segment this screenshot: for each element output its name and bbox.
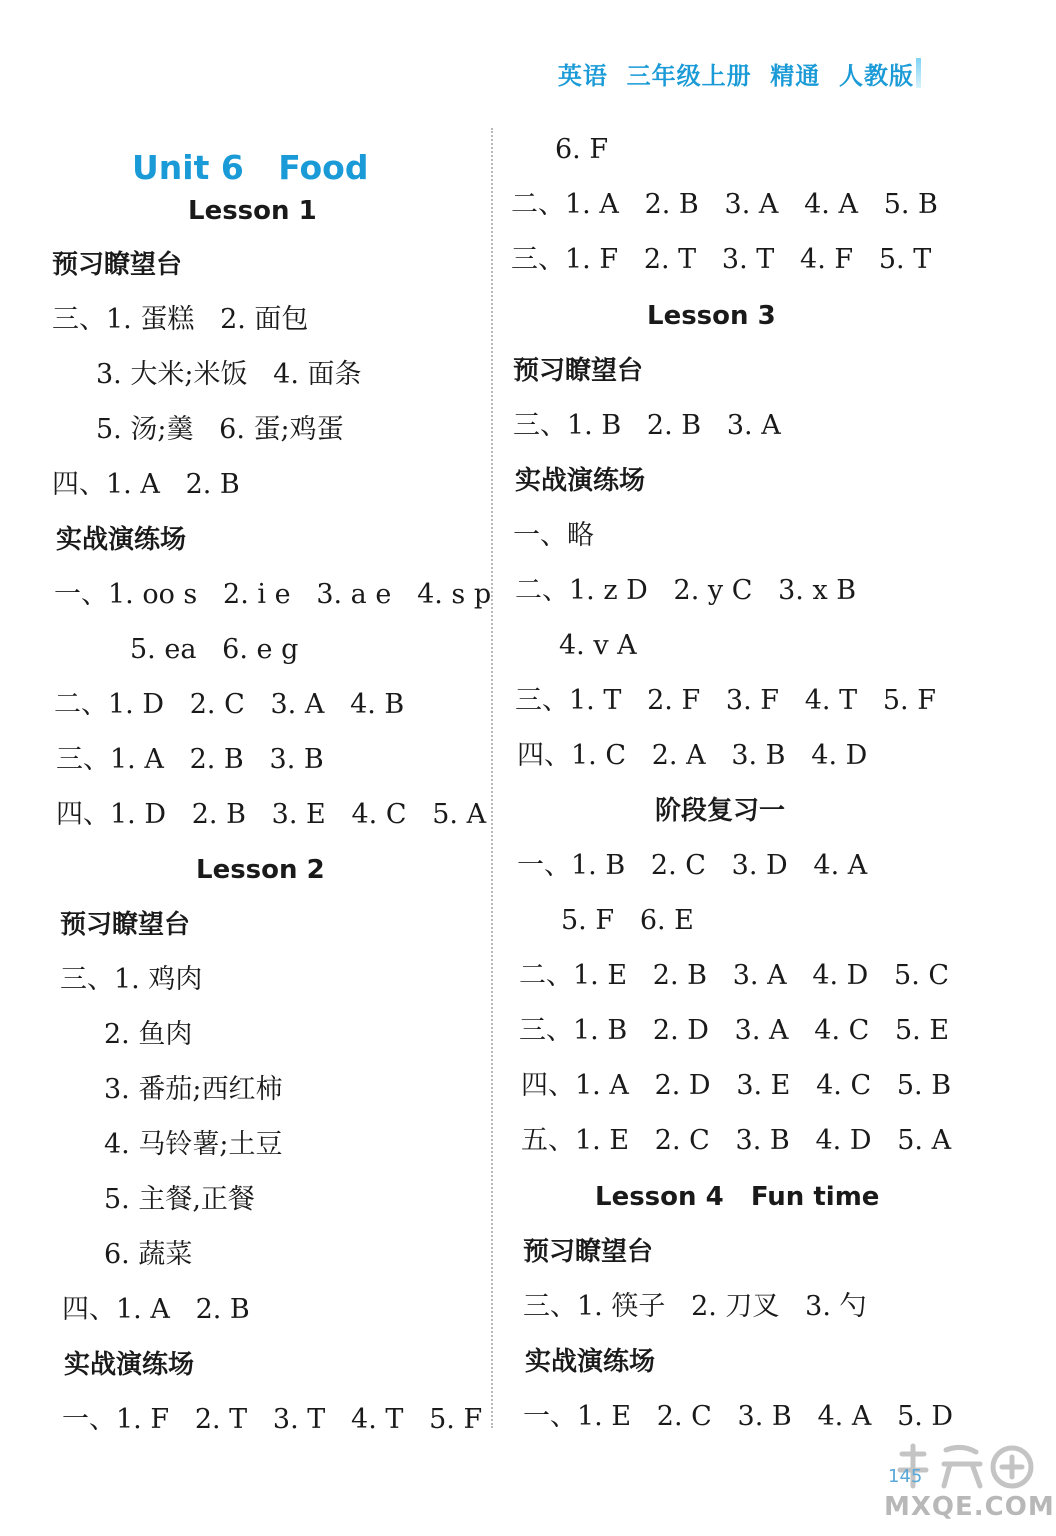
- right-lesson-line: Lesson 3: [647, 301, 776, 331]
- left-section-line: 实战演练场: [64, 1350, 195, 1380]
- right-section-line: 实战演练场: [525, 1347, 656, 1377]
- right-answer-line: 一、略: [513, 520, 594, 551]
- watermark-text: MXQE.COM: [884, 1492, 1055, 1522]
- left-answer-line: 一、1. oo s 2. i e 3. a e 4. s p: [54, 579, 492, 610]
- left-section-line: 实战演练场: [56, 525, 187, 555]
- right-answer-line: 6. F: [555, 134, 609, 165]
- right-section-line: 预习瞭望台: [523, 1237, 654, 1267]
- left-answer-line: 3. 番茄;西红柿: [104, 1074, 283, 1105]
- left-lesson-line: Lesson 2: [196, 855, 325, 885]
- left-answer-line: 4. 马铃薯;土豆: [104, 1129, 283, 1160]
- right-answer-line: 三、1. F 2. T 3. T 4. F 5. T: [511, 244, 932, 275]
- right-answer-line: 五、1. E 2. C 3. B 4. D 5. A: [521, 1125, 952, 1156]
- right-answer-line: 三、1. B 2. D 3. A 4. C 5. E: [519, 1015, 950, 1046]
- left-unit-title-line: Unit 6 Food: [132, 148, 369, 187]
- left-lesson-line: Lesson 1: [188, 196, 317, 226]
- left-section-line: 预习瞭望台: [52, 250, 183, 280]
- right-answer-line: 二、1. z D 2. y C 3. x B: [515, 575, 857, 606]
- right-answer-line: 三、1. B 2. B 3. A: [513, 410, 781, 441]
- right-lesson-line: 阶段复习一: [655, 796, 786, 826]
- left-answer-line: 四、1. D 2. B 3. E 4. C 5. A: [56, 799, 487, 830]
- left-section-line: 预习瞭望台: [60, 910, 191, 940]
- left-answer-line: 三、1. 鸡肉: [60, 964, 203, 995]
- right-answer-line: 四、1. A 2. D 3. E 4. C 5. B: [521, 1070, 952, 1101]
- left-answer-line: 5. 汤;羹 6. 蛋;鸡蛋: [96, 414, 344, 445]
- left-answer-line: 5. 主餐,正餐: [104, 1184, 255, 1215]
- right-answer-line: 三、1. T 2. F 3. F 4. T 5. F: [515, 685, 936, 716]
- header-marker-bar: [916, 58, 921, 88]
- right-answer-line: 5. F 6. E: [561, 905, 694, 936]
- right-answer-line: 四、1. C 2. A 3. B 4. D: [517, 740, 868, 771]
- column-divider: [491, 128, 493, 1428]
- right-answer-line: 三、1. 筷子 2. 刀叉 3. 勺: [523, 1291, 867, 1322]
- left-answer-line: 三、1. 蛋糕 2. 面包: [52, 304, 309, 335]
- left-answer-line: 二、1. D 2. C 3. A 4. B: [54, 689, 405, 720]
- right-answer-line: 一、1. B 2. C 3. D 4. A: [517, 850, 868, 881]
- left-answer-line: 四、1. A 2. B: [62, 1294, 250, 1325]
- right-lesson-line: Lesson 4 Fun time: [595, 1182, 880, 1212]
- left-answer-line: 四、1. A 2. B: [52, 469, 240, 500]
- page-header: [0, 52, 1056, 96]
- right-answer-line: 一、1. E 2. C 3. B 4. A 5. D: [523, 1401, 954, 1432]
- left-answer-line: 一、1. F 2. T 3. T 4. T 5. F: [62, 1404, 483, 1435]
- left-answer-line: 5. ea 6. e g: [130, 634, 299, 665]
- header-title: 英语 三年级上册 精通 人教版: [557, 62, 914, 90]
- left-answer-line: 三、1. A 2. B 3. B: [56, 744, 324, 775]
- page-number: 145: [888, 1466, 923, 1487]
- left-answer-line: 6. 蔬菜: [104, 1239, 193, 1270]
- right-section-line: 预习瞭望台: [513, 356, 644, 386]
- right-answer-line: 二、1. E 2. B 3. A 4. D 5. C: [519, 960, 950, 991]
- left-answer-line: 2. 鱼肉: [104, 1019, 193, 1050]
- right-section-line: 实战演练场: [515, 466, 646, 496]
- left-answer-line: 3. 大米;米饭 4. 面条: [96, 359, 362, 390]
- right-answer-line: 4. v A: [559, 630, 637, 661]
- right-answer-line: 二、1. A 2. B 3. A 4. A 5. B: [511, 189, 938, 220]
